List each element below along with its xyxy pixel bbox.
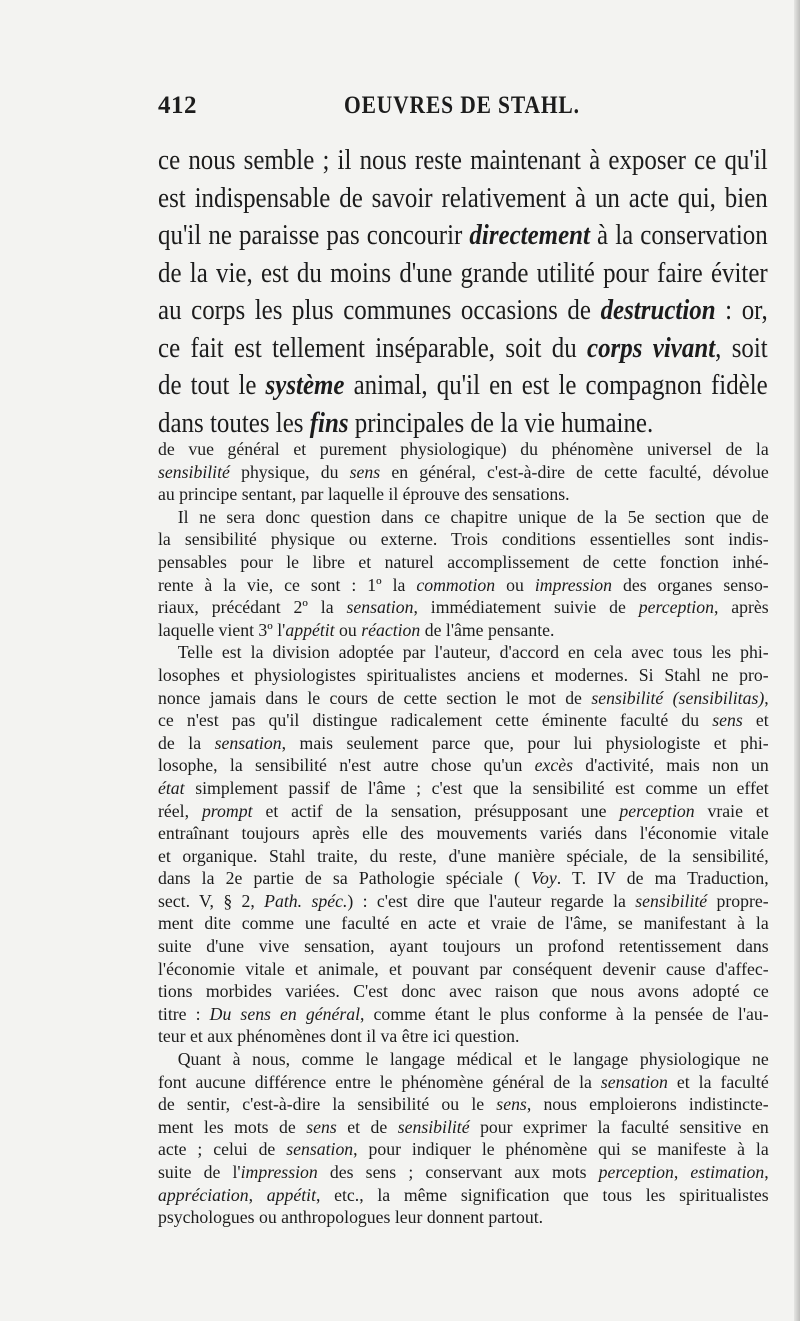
body-line: de la sensation, mais seulement parce que, pour lui physiologiste et phi-: [158, 732, 769, 753]
emphasis: corps vivant: [587, 331, 716, 364]
body-line: font aucune différence entre le phénomène général de la sensation et la faculté: [158, 1071, 769, 1092]
body-line: titre : Du sens en général, comme étant le plus conforme à la pensée de l'au-: [158, 1003, 769, 1024]
page-header: [158, 92, 768, 132]
emphasis: destruction: [600, 294, 716, 326]
body-line: réel, prompt et actif de la sensation, présupposant une perception vraie et: [158, 800, 769, 821]
body-line: teur et aux phénomènes dont il va être ici question.: [158, 1026, 520, 1047]
body-line: sect. V, § 2, Path. spéc.) : c'est dire que l'auteur regarde la sensibilité propre-: [158, 890, 769, 911]
body-line: riaux, précédant 2º la sensation, immédiatement suivie de perception, après: [158, 597, 769, 618]
body-line: au principe sentant, par laquelle il éprouve des sensations.: [158, 484, 570, 505]
lead-line: qu'il ne paraisse pas concourir directement à la conservation: [158, 219, 768, 251]
body-line: de sentir, c'est-à-dire la sensibilité ou le sens, nous emploierons indistincte-: [158, 1094, 769, 1115]
lead-line: ce nous semble ; il nous reste maintenant à exposer ce qu'il: [158, 144, 768, 176]
emphasis: fins: [309, 406, 349, 439]
body-line: la sensibilité physique ou externe. Trois conditions essentielles sont indis-: [158, 529, 769, 550]
body-line: rente à la vie, ce sont : 1º la commotion ou impression des organes senso-: [158, 574, 769, 595]
body-line: acte ; celui de sensation, pour indiquer le phénomène qui se manifeste à la: [158, 1139, 769, 1160]
body-line: entraînant toujours après elle des mouvements variés dans l'économie vitale: [158, 823, 769, 844]
emphasis: système: [265, 369, 345, 401]
emphasis: directement: [469, 219, 590, 251]
body-line: losophe, la sensibilité n'est autre chose qu'un excès d'activité, mais non un: [158, 755, 769, 776]
body-line: suite d'une vive sensation, ayant toujours un profond retentissement dans: [158, 936, 769, 957]
body-line: suite de l'impression des sens ; conservant aux mots perception, estimation,: [158, 1162, 769, 1182]
body-line: tions morbides variées. C'est donc avec raison que nous avons adopté ce: [158, 981, 769, 1002]
body-line: losophes et physiologistes spiritualistes anciens et modernes. Si Stahl ne pro-: [158, 664, 769, 685]
body-line: état simplement passif de l'âme ; c'est que la sensibilité est comme un effet: [158, 777, 769, 798]
commentary-text: [158, 438, 769, 1229]
body-line: l'économie vitale et animale, et pouvant par conséquent devenir cause d'affec-: [158, 958, 769, 979]
body-line: appréciation, appétit, etc., la même signification que tous les spiritualistes: [158, 1184, 769, 1205]
body-line: de vue général et purement physiologique) du phénomène universel de la: [158, 439, 769, 459]
body-line: psychologues ou anthropologues leur donnent partout.: [158, 1207, 544, 1228]
lead-line: au corps les plus communes occasions de destruction : or,: [158, 294, 768, 326]
lead-line: ce fait est tellement inséparable, soit du corps vivant, soit: [158, 331, 768, 364]
lead-line: est indispensable de savoir relativement à un acte qui, bien: [158, 181, 768, 214]
body-line: Quant à nous, comme le langage médical et le langage physiologique ne: [177, 1049, 769, 1070]
body-line: Il ne sera donc question dans ce chapitre unique de la 5e section que de: [177, 506, 769, 527]
body-line: ment dite comme une faculté en acte et vraie de l'âme, se manifestant à la: [158, 913, 769, 934]
body-line: ce n'est pas qu'il distingue radicalement cette éminente faculté du sens et: [158, 710, 769, 731]
lead-line: de tout le système animal, qu'il en est le compagnon fidèle: [158, 369, 768, 401]
lead-line: de la vie, est du moins d'une grande utilité pour faire éviter: [158, 256, 768, 289]
body-line: dans la 2e partie de sa Pathologie spéciale ( Voy. T. IV de ma Traduction,: [158, 868, 769, 889]
body-line: laquelle vient 3º l'appétit ou réaction de l'âme pensante.: [158, 619, 555, 640]
page-edge-shadow: [794, 0, 800, 1321]
body-line: nonce jamais dans le cours de cette section le mot de sensibilité (sensibilitas),: [158, 687, 769, 708]
lead-paragraph: [158, 142, 768, 442]
body-line: Telle est la division adoptée par l'auteur, d'accord en cela avec tous les phi-: [177, 642, 769, 663]
lead-line: dans toutes les fins principales de la vie humaine.: [158, 406, 654, 439]
body-line: sensibilité physique, du sens en général, c'est-à-dire de cette faculté, dévolue: [158, 461, 769, 482]
page-number: 412: [158, 92, 197, 119]
body-line: ment les mots de sens et de sensibilité pour exprimer la faculté sensitive en: [158, 1116, 769, 1137]
body-line: et organique. Stahl traite, du reste, d'une manière spéciale, de la sensibilité,: [158, 845, 769, 866]
body-line: pensables pour le libre et naturel accomplissement de cette fonction inhé-: [158, 551, 769, 572]
running-title: OEUVRES DE STAHL.: [344, 92, 580, 119]
